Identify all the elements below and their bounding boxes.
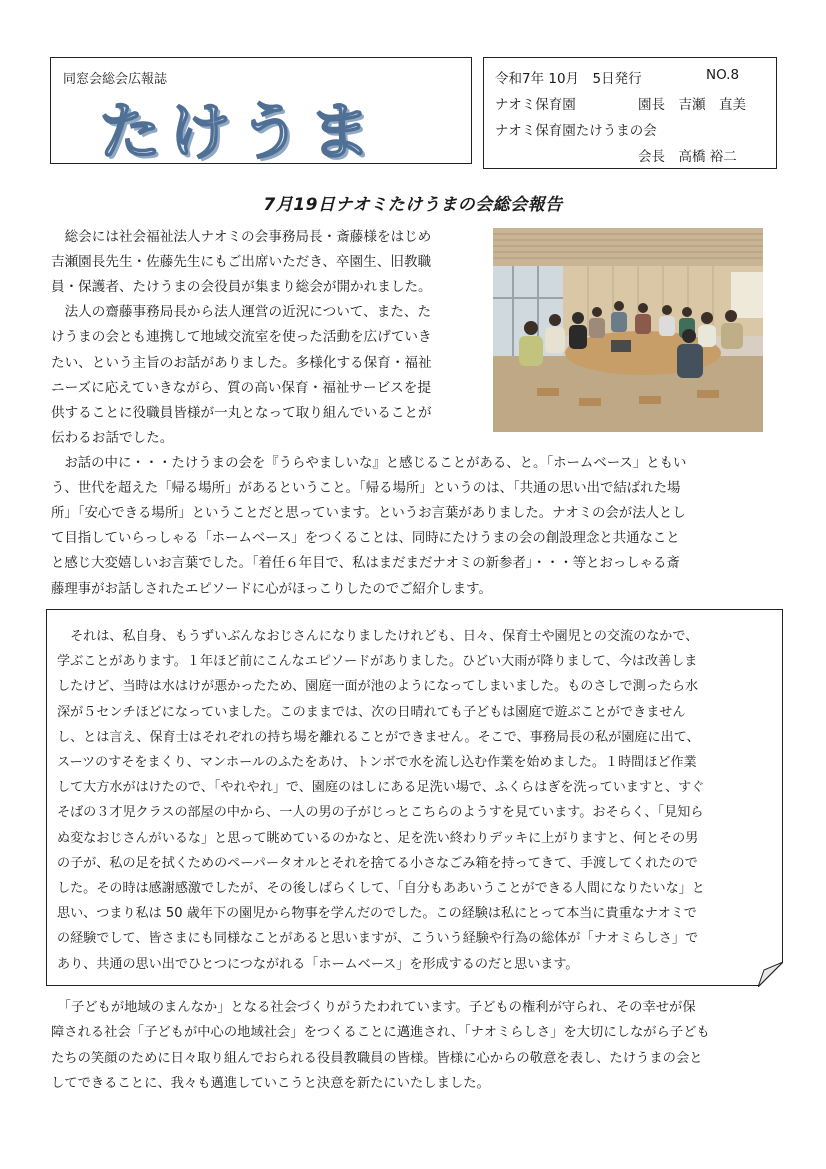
issue-org2: ナオミ保育園たけうまの会: [495, 123, 657, 139]
quote-line: それは、私自身、もうずいぶんなおじさんになりましたけれども、日々、保育士や園児との交流のなかで、: [57, 629, 699, 644]
intro-line: たい、という主旨のお話がありました。多様化する保育・福祉: [51, 354, 432, 371]
quote-line: 深が５センチほどになっていました。このままでは、次の日晴れても子どもは園庭で遊ぶことができません: [57, 704, 686, 720]
quote-line: したけど、当時は水はけが悪かったため、園庭一面が池のようになってしまいました。ものさしで測ったら水: [57, 679, 699, 695]
issue-role1: 園長 吉瀬 直美: [638, 97, 746, 113]
intro-line: ニーズに応えていきながら、質の高い保育・福祉サービスを提: [51, 379, 431, 396]
masthead-title: たけうま: [99, 95, 380, 168]
body-line: お話の中に・・・たけうまの会を『うらやましいな』と感じることがある、と。「ホームベース」ともい: [51, 456, 687, 471]
intro-line: 供することに役職員皆様が一丸となって取り組んでいることが: [51, 404, 432, 421]
masthead-subtitle: 同窓会総会広報誌: [63, 72, 168, 87]
closing-line: 障される社会「子どもが中心の地域社会」をつくることに邁進され、「ナオミらしさ」を大切にしながら子ども: [51, 1025, 710, 1041]
body-line: 藤理事がお話しされたエピソードに心がほっこりしたのでご紹介します。: [51, 581, 492, 597]
closing-line: たちの笑顔のために日々取り組んでおられる役員教職員の皆様。皆様に心からの敬意を表し、たけうまの会と: [51, 1050, 703, 1066]
issue-number: NO.8: [706, 67, 740, 83]
issue-date: 令和7年 10月 5日発行: [495, 71, 642, 87]
body-line: と感じ大変嬉しいお言葉でした。「着任６年目で、私はまだまだナオミの新参者」・・・等とおっしゃる斎: [51, 556, 680, 572]
intro-line: 法人の齋藤事務局長から法人運営の近況について、また、た: [51, 304, 432, 321]
intro-line: 員・保護者、たけうまの会役員が集まり総会が開かれました。: [51, 279, 432, 296]
page-curl-icon: [758, 962, 783, 987]
article-headline: 7月19日ナオミたけうまの会総会報告: [263, 195, 563, 215]
quote-line: 学ぶことがあります。１年ほど前にこんなエピソードがありました。ひどい大雨が降りまして、今は改善しま: [57, 654, 698, 670]
body-line: う、世代を超えた「帰る場所」があるということ。「帰る場所」というのは、「共通の思い出で結ばれた場: [51, 481, 681, 497]
intro-line: 吉瀬園長先生・佐藤先生にもご出席いただき、卒園生、旧教職: [51, 254, 432, 271]
issue-role2: 会長 高橋 裕二: [638, 149, 737, 165]
issue-org1: ナオミ保育園: [495, 97, 576, 113]
masthead-box: [50, 57, 472, 168]
quote-line: の子が、私の足を拭くためのペーパータオルとそれを捨てる小さなごみ箱を持ってきて、手渡してくれたので: [57, 855, 698, 871]
intro-line: 総会には社会福祉法人ナオミの会事務局長・斎藤様をはじめ: [51, 229, 432, 245]
intro-line: 伝わるお話でした。: [51, 429, 174, 446]
quote-line: そばの３才児クラスの部屋の中から、一人の男の子がじっとこちらのようすを見ています。おそらく、「見知ら: [57, 805, 704, 821]
quote-line: し、とは言え、保育士はそれぞれの持ち場を離れることができません。そこで、事務局長の私が園庭に出て、: [57, 729, 700, 745]
quote-line: スーツのすそをまくり、マンホールのふたをあけ、トンボで水を流し込む作業を始めました。１時間ほど作業: [57, 755, 697, 770]
body-line: 所」「安心できる場所」ということだと思っています。というお言葉がありました。ナオミの会が法人とし: [51, 506, 686, 522]
quote-line: 思い、つまり私は 50 歳年下の園児から物事を学んだのでした。この経験は私にとって本当に貴重なナオミで: [57, 906, 697, 922]
body-line: て目指していらっしゃる「ホームベース」をつくることは、同時にたけうまの会の創設理念と共通なこと: [51, 531, 680, 547]
quote-line: あり、共通の思い出でひとつにつながれる「ホームベース」を形成するのだと思います。: [57, 956, 579, 972]
meeting-photo: [493, 228, 763, 432]
closing-line: してできることに、我々も邁進していこうと決意を新たにいたしました。: [51, 1075, 490, 1091]
quote-line: ぬ変なおじさんがいるな」と思って眺めているのかなと、足を洗い終わりデッキに上がりますと、何とその男: [57, 830, 699, 846]
issue-info-box: [483, 57, 777, 169]
closing-line: 「子どもが地域のまんなか」となる社会づくりがうたわれています。子どもの権利が守られ、その幸せが保: [51, 1000, 696, 1015]
quote-line: の経験でして、皆さまにも同様なことがあると思いますが、こういう経験や行為の総体が「ナオミらしさ」で: [57, 931, 699, 947]
intro-line: けうまの会とも連携して地域交流室を使った活動を広げていき: [51, 329, 432, 346]
quote-line: した。その時は感謝感激でしたが、その後しばらくして、「自分もああいうことができる人間になりたいな」と: [57, 881, 705, 896]
quote-line: して大方水がはけたので、「やれやれ」で、園庭のはしにある足洗い場で、ふくらはぎを洗っていますと、すぐ: [57, 780, 705, 796]
